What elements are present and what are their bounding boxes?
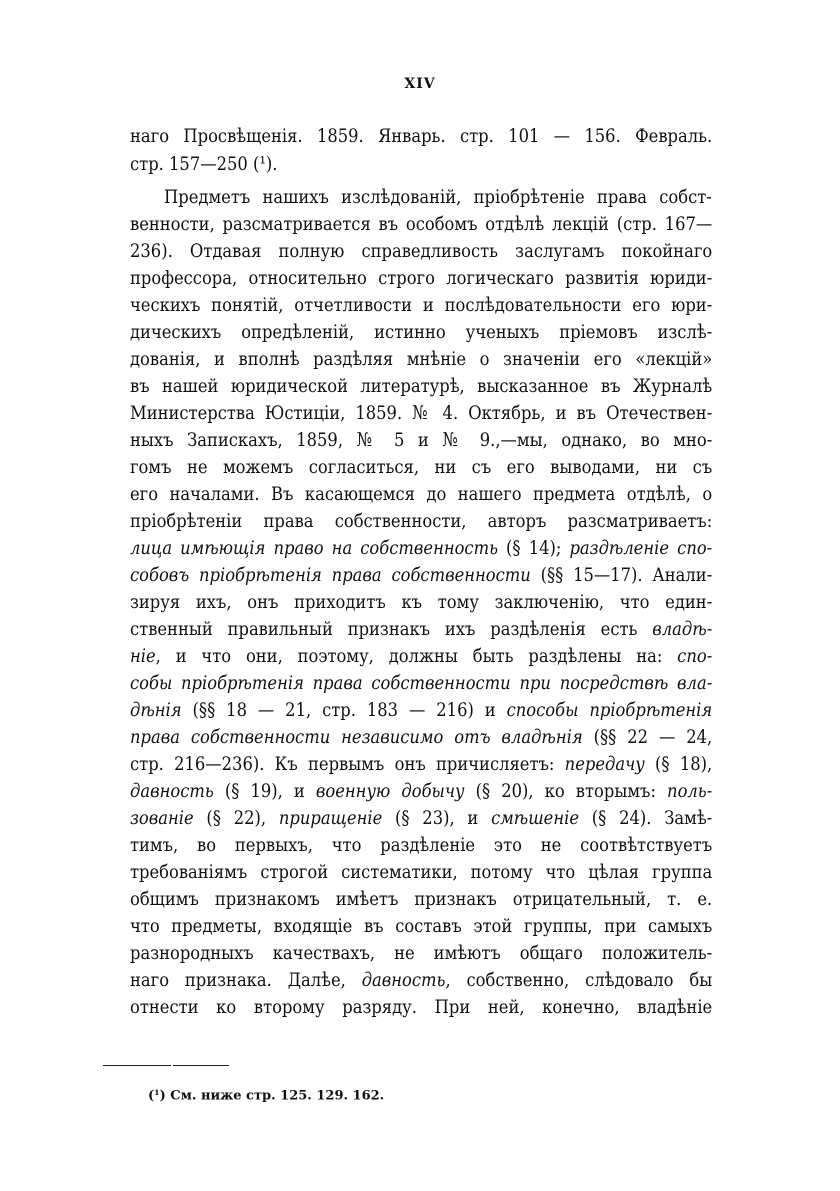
italic-segment: собовъ пріобрѣтенія права собственности (130, 564, 531, 586)
text-line (130, 265, 712, 291)
text-segment: (§ 14); (497, 537, 570, 559)
text-segment: 236). Отдавая полную справедливость заслугамъ покойнаго (130, 240, 713, 262)
text-segment: гомъ не можемъ согласиться, ни съ его выводами, ни съ (130, 456, 713, 478)
text-line (130, 994, 712, 1020)
text-line (130, 238, 712, 264)
italic-segment: спо- (677, 645, 713, 667)
text-line (130, 832, 712, 858)
text-line (130, 535, 712, 561)
text-line (130, 886, 712, 912)
text-segment: что предметы, входящіе въ составъ этой группы, при самыхъ (130, 915, 713, 937)
footnote-separator-2 (173, 1065, 229, 1066)
italic-segment: дѣнія (130, 699, 182, 721)
italic-segment: владѣ- (652, 618, 713, 640)
text-line (130, 940, 712, 966)
text-segment: стр. 216—236). Къ первымъ онъ причисляетъ: (130, 753, 565, 775)
text-segment: его началами. Въ касающемся до нашего предмета отдѣлѣ, о (130, 483, 713, 505)
text-line (130, 805, 712, 831)
text-line (130, 123, 712, 149)
text-line (164, 184, 712, 210)
italic-segment: передачу (564, 753, 645, 775)
italic-segment: смѣшеніе (491, 807, 580, 829)
text-line (130, 697, 712, 723)
text-line (130, 967, 712, 993)
text-line (130, 400, 712, 426)
text-segment: (§ 19), и (213, 780, 316, 802)
text-segment: наго Просвѣщенія. 1859. Январь. стр. 101 — 156. Февраль. (130, 125, 713, 147)
page-number: XIV (404, 76, 436, 92)
footnote-text: См. ниже стр. 125. 129. 162. (170, 1088, 385, 1104)
text-line (130, 562, 712, 588)
text-segment: (§ 18), (644, 753, 713, 775)
text-segment: (§§ 18 — 21, стр. 183 — 216) и (181, 699, 507, 721)
text-line (130, 670, 712, 696)
text-line (130, 643, 712, 669)
italic-segment: зованіе (130, 807, 194, 829)
text-segment: пріобрѣтеніи права собственности, авторъ разсматриваетъ: (130, 510, 713, 532)
italic-segment: права собственности независимо отъ владѣнія (130, 726, 583, 748)
text-line (130, 151, 712, 177)
text-line (130, 913, 712, 939)
italic-segment: давность (130, 780, 214, 802)
text-line (130, 778, 712, 804)
text-segment: требованіямъ строгой систематики, потому что цѣлая группа (130, 861, 713, 883)
text-segment: въ нашей юридической литературѣ, высказанное въ Журналѣ (130, 375, 713, 397)
text-segment: (§ 24). Замѣ- (579, 807, 713, 829)
text-line (130, 589, 712, 615)
footnote: ($^1$) См. ниже стр. 125. 129. 162. (148, 1088, 385, 1104)
text-segment: зируя ихъ, онъ приходитъ къ тому заключенію, что един- (130, 591, 713, 613)
text-segment: дическихъ опредѣленій, истинно ученыхъ пріемовъ изслѣ- (130, 321, 713, 343)
italic-segment: способы пріобрѣтенія (506, 699, 713, 721)
text-segment: разнородныхъ качествахъ, не имѣютъ общаго положитель- (130, 942, 713, 964)
italic-segment: давность (361, 969, 446, 991)
footnote-marker: 1 (154, 1088, 160, 1097)
text-segment: (§ 23), и (382, 807, 492, 829)
text-line (130, 508, 712, 534)
text-segment: (§§ 15—17). Анали- (530, 564, 713, 586)
italic-segment: раздѣленіе спо- (569, 537, 713, 559)
text-segment: , и что они, поэтому, должны быть раздѣлены на: (155, 645, 678, 667)
text-segment: отнести ко второму разряду. При ней, конечно, владѣніе (130, 996, 713, 1018)
text-segment: , собственно, слѣдовало бы (445, 969, 713, 991)
text-segment: ческихъ понятій, отчетливости и послѣдовательности его юри- (130, 294, 713, 316)
italic-segment: приращеніе (278, 807, 383, 829)
text-segment: Предметъ нашихъ изслѣдованій, пріобрѣтеніе права собст- (164, 186, 712, 208)
text-segment: (§ 22), (193, 807, 279, 829)
text-segment: ственный правильный признакъ ихъ раздѣленія есть (130, 618, 653, 640)
text-line (130, 454, 712, 480)
text-segment: стр. 157—250 (¹). (130, 153, 278, 175)
text-segment: тимъ, во первыхъ, что раздѣленіе это не соотвѣтствуетъ (130, 834, 713, 856)
text-line (130, 751, 712, 777)
text-line (130, 859, 712, 885)
text-line (130, 319, 712, 345)
text-segment: наго признака. Далѣе, (130, 969, 362, 991)
text-segment: профессора, относительно строго логическаго развитія юриди- (130, 267, 713, 289)
text-segment: общимъ признакомъ имѣетъ признакъ отрицательный, т. е. (130, 888, 713, 910)
text-line (130, 481, 712, 507)
text-line (130, 616, 712, 642)
text-line (130, 373, 712, 399)
italic-segment: лица имѣющія право на собственность (130, 537, 498, 559)
text-segment: венности, разсматривается въ особомъ отдѣлѣ лекцій (стр. 167— (130, 213, 713, 235)
text-segment: дованія, и вполнѣ раздѣляя мнѣніе о значеніи его «лекцій» (130, 348, 713, 370)
footnote-separator (103, 1065, 171, 1066)
italic-segment: военную добычу (315, 780, 465, 802)
text-line (130, 346, 712, 372)
italic-segment: ніе (130, 645, 156, 667)
text-line (130, 427, 712, 453)
italic-segment: собы пріобрѣтенія права собственности при посредствѣ вла- (130, 672, 713, 694)
text-segment: (§ 20), ко вторымъ: (464, 780, 668, 802)
text-segment: Министерства Юстиціи, 1859. № 4. Октябрь, и въ Отечествен- (130, 402, 713, 424)
text-line (130, 211, 712, 237)
text-segment: (§§ 22 — 24, (582, 726, 713, 748)
text-line (130, 724, 712, 750)
italic-segment: поль- (667, 780, 713, 802)
text-line (130, 292, 712, 318)
text-segment: ныхъ Запискахъ, 1859, № 5 и № 9.,—мы, однако, во мно- (130, 429, 713, 451)
